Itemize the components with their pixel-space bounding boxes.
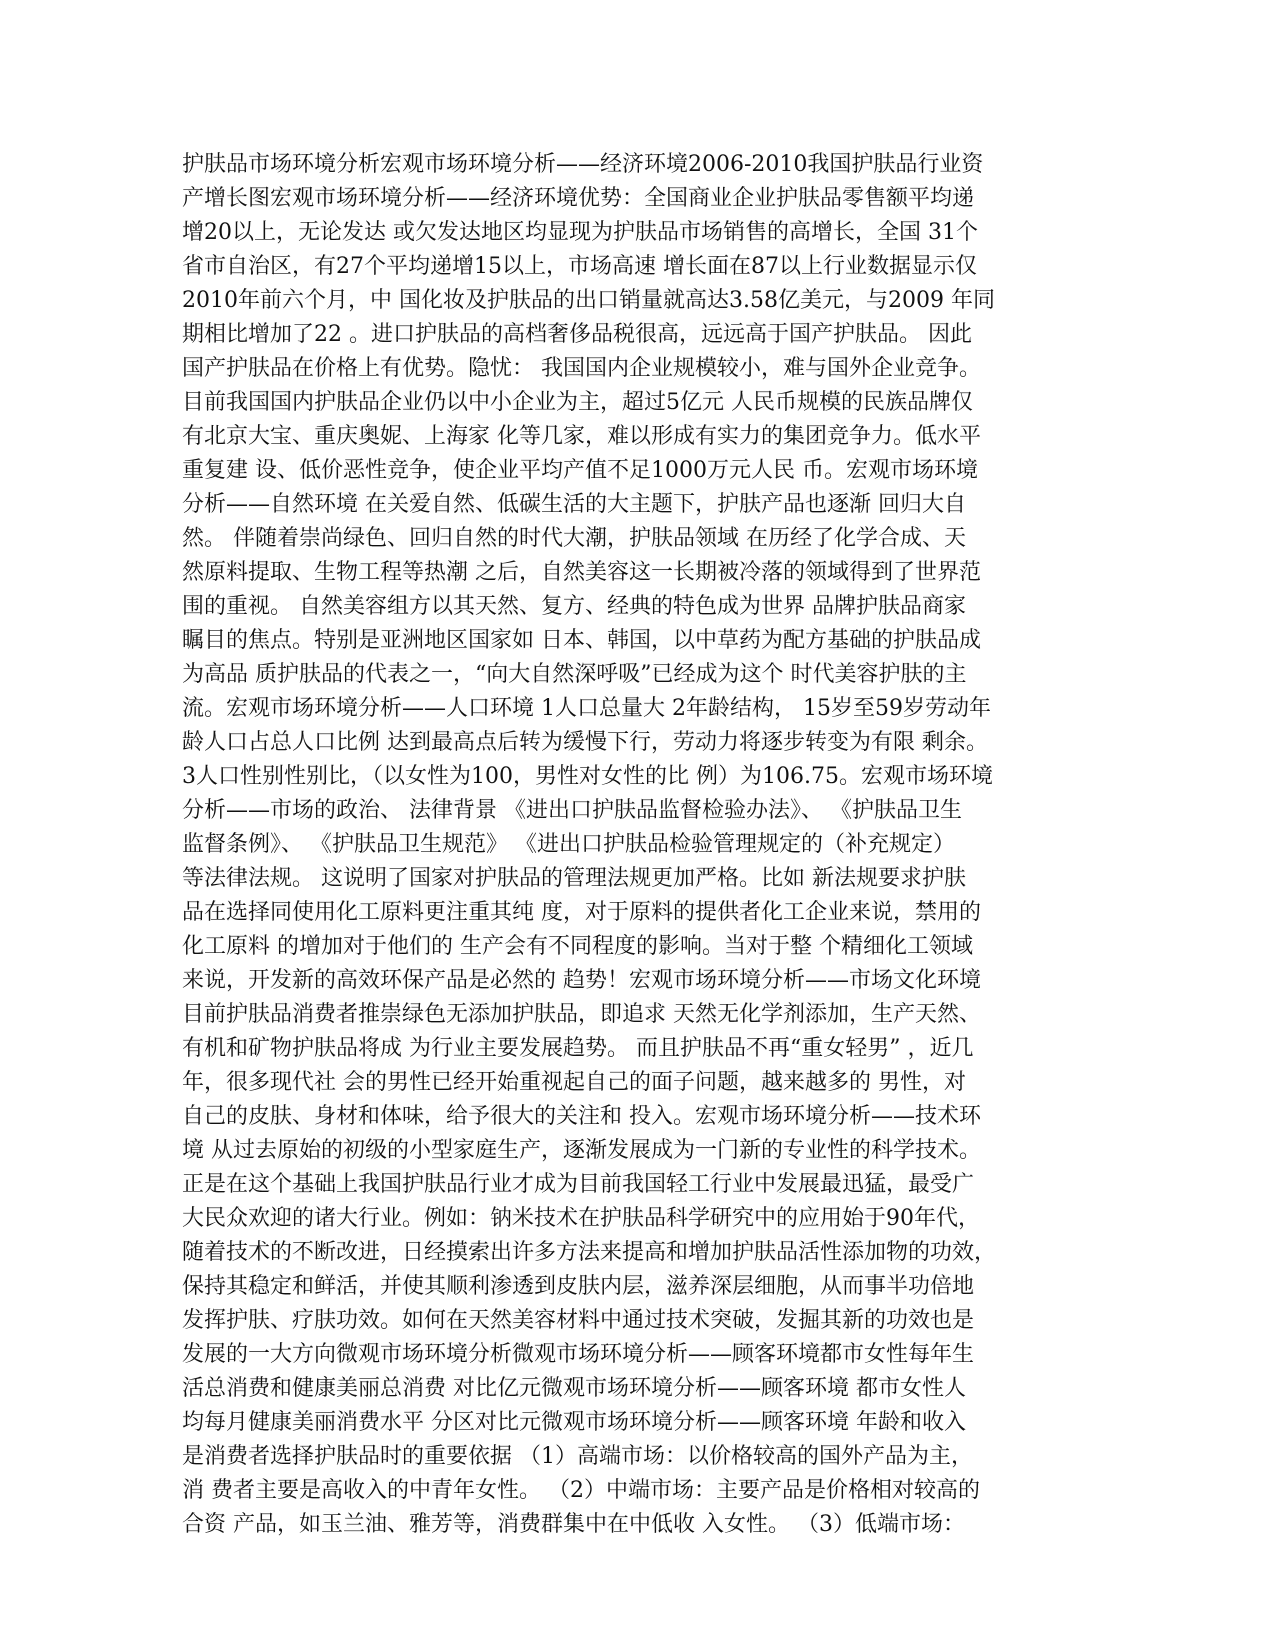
text-line: 发挥护肤、疗肤功效。如何在天然美容材料中通过技术突破，发掘其新的功效也是 (182, 1308, 975, 1333)
text-line: 龄人口占总人口比例 达到最高点后转为缓慢下行，劳动力将逐步转变为有限 剩余。 (182, 730, 988, 755)
text-line: 合资 产品，如玉兰油、雅芳等，消费群集中在中低收 入女性。 （3）低端市场： (182, 1512, 965, 1537)
body-text (182, 148, 1094, 1542)
text-line: 发展的一大方向微观市场环境分析微观市场环境分析——顾客环境都市女性每年生 (182, 1342, 975, 1367)
text-line: 化工原料 的增加对于他们的 生产会有不同程度的影响。当对于整 个精细化工领域 (182, 934, 973, 959)
text-line: 大民众欢迎的诸大行业。例如：钠米技术在护肤品科学研究中的应用始于90年代， (182, 1206, 980, 1231)
text-line: 增20以上，无论发达 或欠发达地区均显现为护肤品市场销售的高增长，全国 31个 (182, 220, 978, 245)
text-line: 瞩目的焦点。特别是亚洲地区国家如 日本、韩国，以中草药为配方基础的护肤品成 (182, 628, 981, 653)
text-line: 国产护肤品在价格上有优势。隐忧： 我国国内企业规模较小，难与国外企业竞争。 (182, 356, 981, 381)
text-line: 有机和矿物护肤品将成 为行业主要发展趋势。 而且护肤品不再“重女轻男” ，近几 (182, 1036, 974, 1061)
text-line: 省市自治区，有27个平均递增15以上，市场高速 增长面在87以上行业数据显示仅 (182, 254, 977, 279)
text-line: 正是在这个基础上我国护肤品行业才成为目前我国轻工行业中发展最迅猛，最受广 (182, 1172, 975, 1197)
text-line: 流。宏观市场环境分析——人口环境 1人口总量大 2年龄结构， 15岁至59岁劳动年 (182, 696, 991, 721)
text-line: 3人口性别性别比，（以女性为100，男性对女性的比 例）为106.75。宏观市场环境 (182, 764, 993, 789)
text-line: 是消费者选择护肤品时的重要依据 （1）高端市场：以价格较高的国外产品为主， (182, 1444, 973, 1469)
text-line: 保持其稳定和鲜活，并使其顺利渗透到皮肤内层，滋养深层细胞，从而事半功倍地 (182, 1274, 975, 1299)
text-line: 监督条例》、 《护肤品卫生规范》 《进出口护肤品检验管理规定的（补充规定） (182, 832, 955, 857)
text-line: 然。 伴随着崇尚绿色、回归自然的时代大潮，护肤品领域 在历经了化学合成、天 (182, 526, 966, 551)
text-line: 然原料提取、生物工程等热潮 之后，自然美容这一长期被冷落的领域得到了世界范 (182, 560, 981, 585)
text-line: 分析——市场的政治、 法律背景 《进出口护肤品监督检验办法》、 《护肤品卫生 (182, 798, 962, 823)
text-line: 自己的皮肤、身材和体味，给予很大的关注和 投入。宏观市场环境分析——技术环 (182, 1104, 981, 1129)
text-line: 分析——自然环境 在关爱自然、低碳生活的大主题下，护肤产品也逐渐 回归大自 (182, 492, 966, 517)
text-line: 产增长图宏观市场环境分析——经济环境优势：全国商业企业护肤品零售额平均递 (182, 186, 975, 211)
text-line: 2010年前六个月，中 国化妆及护肤品的出口销量就高达3.58亿美元，与2009 年同 (182, 288, 995, 313)
text-line: 品在选择同使用化工原料更注重其纯 度，对于原料的提供者化工企业来说，禁用的 (182, 900, 981, 925)
text-line: 等法律法规。 这说明了国家对护肤品的管理法规更加严格。比如 新法规要求护肤 (182, 866, 966, 891)
text-line: 消 费者主要是高收入的中青年女性。 （2）中端市场：主要产品是价格相对较高的 (182, 1478, 980, 1503)
text-line: 来说，开发新的高效环保产品是必然的 趋势！宏观市场环境分析——市场文化环境 (182, 968, 981, 993)
text-line: 为高品 质护肤品的代表之一，“向大自然深呼吸”已经成为这个 时代美容护肤的主 (182, 662, 967, 687)
text-line: 目前我国国内护肤品企业仍以中小企业为主，超过5亿元 人民币规模的民族品牌仅 (182, 390, 973, 415)
text-line: 围的重视。 自然美容组方以其天然、复方、经典的特色成为世界 品牌护肤品商家 (182, 594, 966, 619)
text-line: 期相比增加了22 。进口护肤品的高档奢侈品税很高，远远高于国产护肤品。 因此 (182, 322, 972, 347)
text-line: 均每月健康美丽消费水平 分区对比元微观市场环境分析——顾客环境 年龄和收入 (182, 1410, 966, 1435)
text-line: 境 从过去原始的初级的小型家庭生产，逐渐发展成为一门新的专业性的科学技术。 (182, 1138, 981, 1163)
text-line: 年，很多现代社 会的男性已经开始重视起自己的面子问题，越来越多的 男性，对 (182, 1070, 966, 1095)
text-line: 活总消费和健康美丽总消费 对比亿元微观市场环境分析——顾客环境 都市女性人 (182, 1376, 966, 1401)
text-line: 护肤品市场环境分析宏观市场环境分析——经济环境2006-2010我国护肤品行业资 (182, 152, 984, 177)
text-line: 有北京大宝、重庆奥妮、上海家 化等几家，难以形成有实力的集团竞争力。低水平 (182, 424, 981, 449)
text-line: 随着技术的不断改进，日经摸索出许多方法来提高和增加护肤品活性添加物的功效， (182, 1240, 997, 1265)
text-line: 目前护肤品消费者推崇绿色无添加护肤品，即追求 天然无化学剂添加，生产天然、 (182, 1002, 981, 1027)
text-line: 重复建 设、低价恶性竞争，使企业平均产值不足1000万元人民 币。宏观市场环境 (182, 458, 978, 483)
